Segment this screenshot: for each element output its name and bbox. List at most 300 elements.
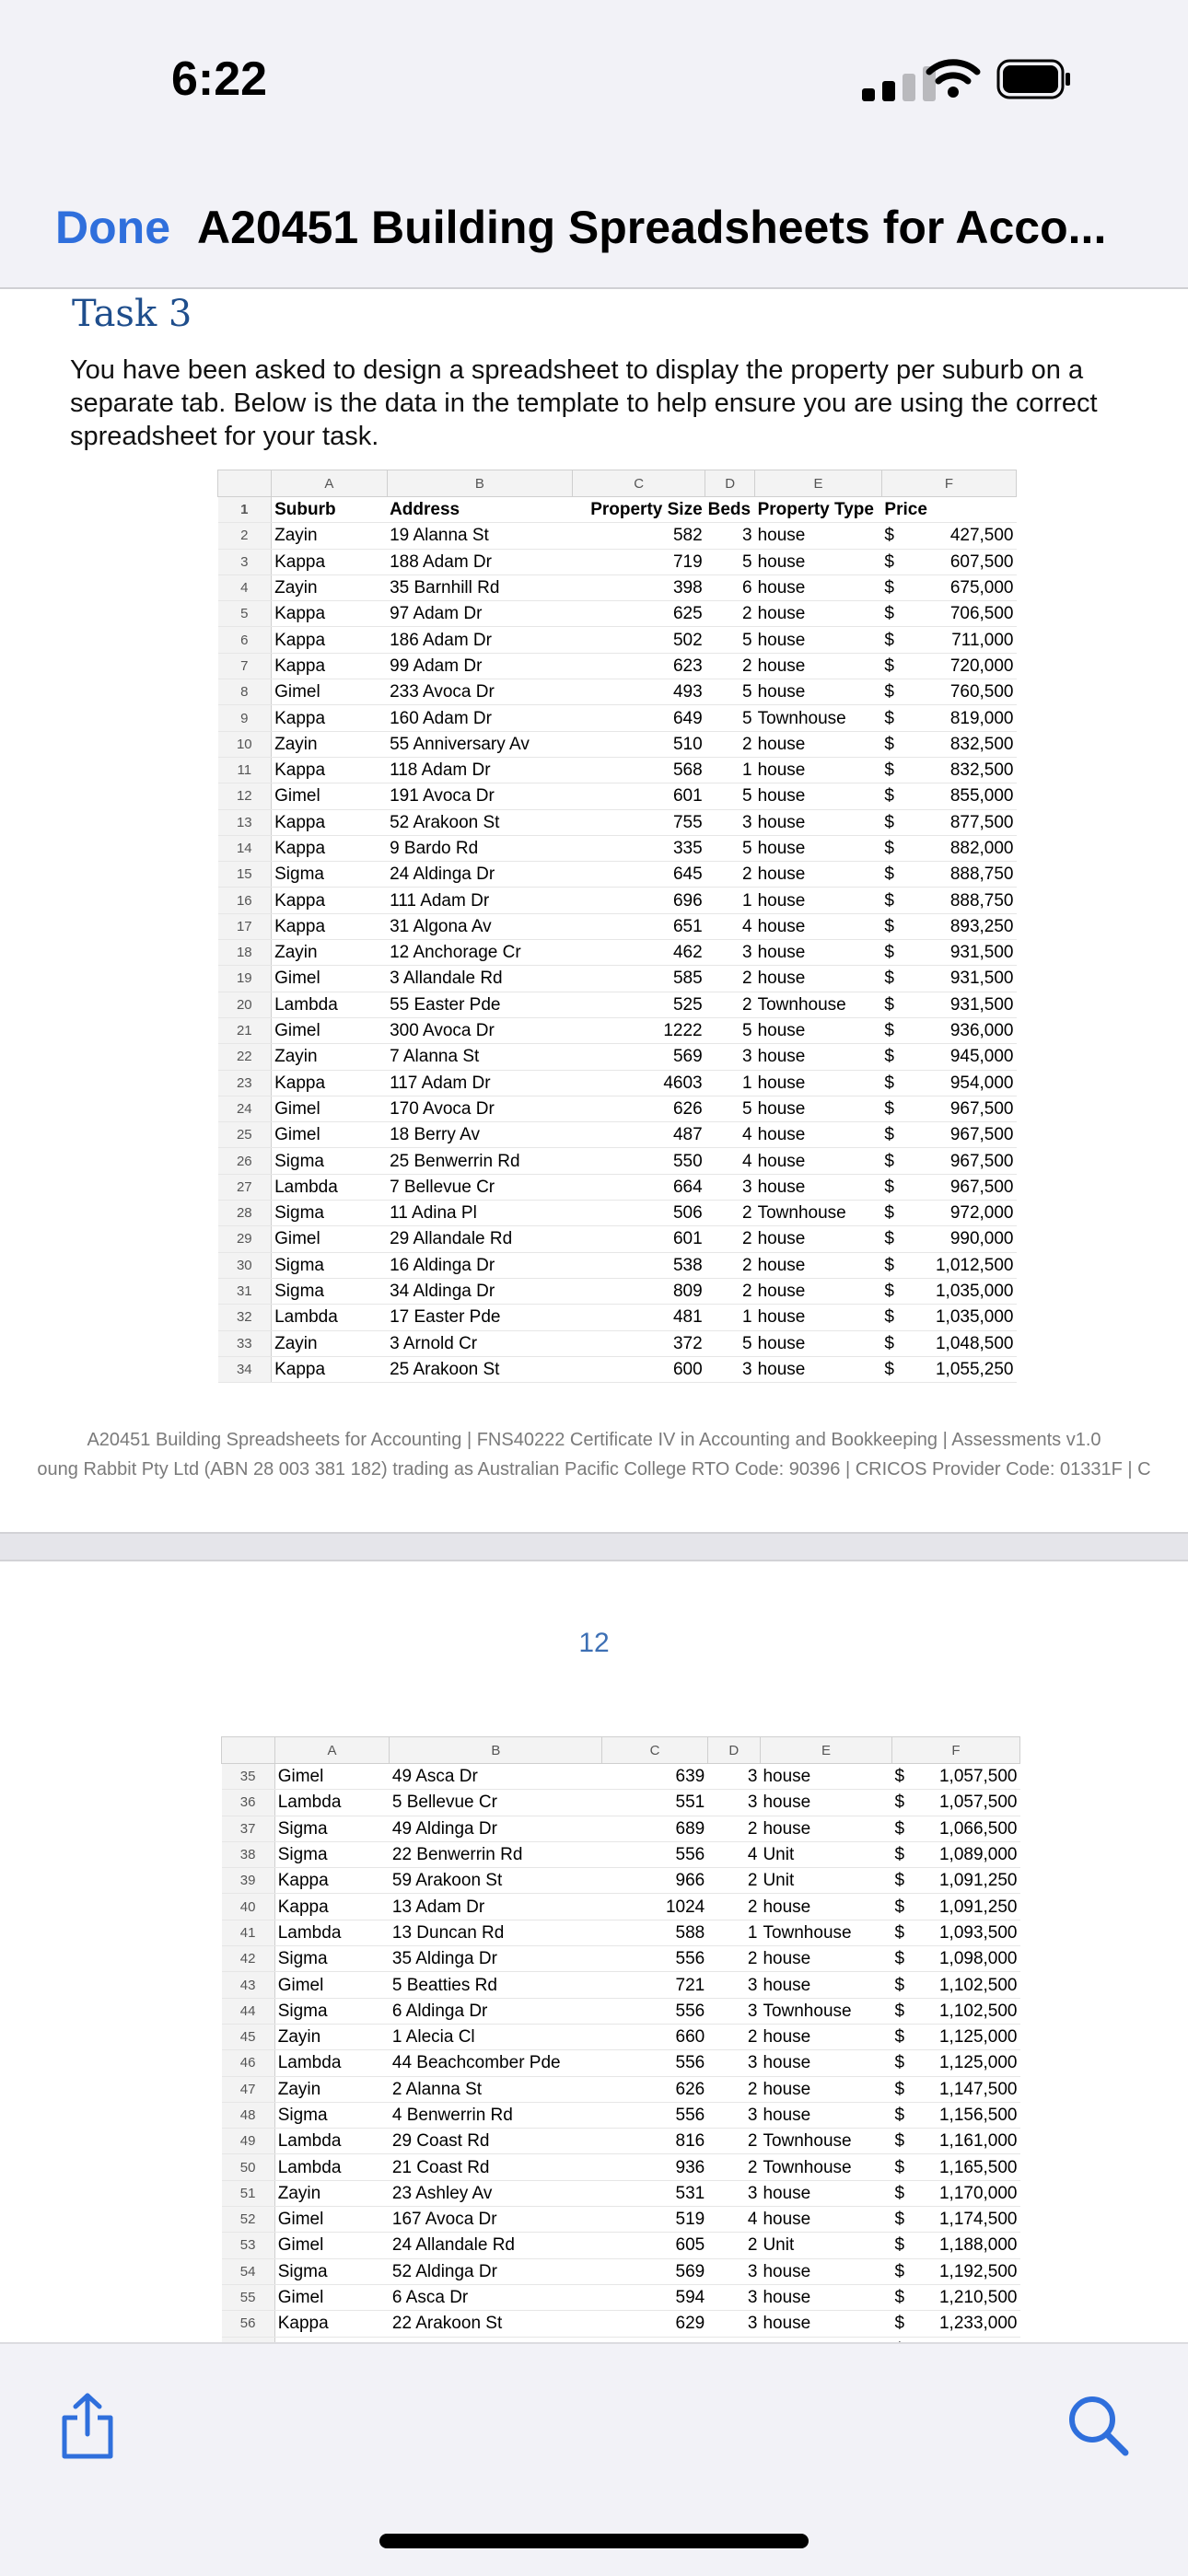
currency-symbol: $ [884, 1047, 894, 1067]
suburb-cell: Kappa [272, 757, 387, 783]
done-button[interactable]: Done [55, 202, 170, 253]
wifi-icon [926, 57, 981, 99]
price-value: 1,057,500 [938, 1793, 1018, 1813]
property-type-cell: house [755, 783, 882, 809]
address-cell: 29 Coast Rd [390, 2129, 602, 2154]
corner-cell [218, 470, 272, 497]
price-value: 1,066,500 [938, 1818, 1018, 1839]
address-cell: 9 Bardo Rd [387, 835, 573, 861]
price-cell [881, 523, 1016, 549]
price-cell [881, 705, 1016, 731]
property-type-cell: Townhouse [760, 2154, 891, 2180]
property-size-cell: 568 [573, 757, 705, 783]
page-separator [0, 1532, 1188, 1561]
currency-symbol: $ [884, 786, 894, 806]
row-number: 54 [222, 2258, 275, 2284]
row-number: 6 [218, 627, 272, 653]
beds-cell: 5 [705, 549, 755, 574]
address-cell: 49 Aldinga Dr [390, 1816, 602, 1841]
address-cell: 1 Alecia Cl [390, 2024, 602, 2049]
currency-symbol: $ [884, 1151, 894, 1171]
address-cell: 23 Ashley Av [390, 2180, 602, 2206]
table-row [218, 1174, 1017, 1200]
beds-cell: 2 [707, 2129, 760, 2154]
property-size-cell: 639 [602, 1764, 707, 1790]
row-number: 51 [222, 2180, 275, 2206]
property-size-cell: 556 [602, 1841, 707, 1867]
beds-cell: 1 [705, 1305, 755, 1330]
property-type-cell: house [760, 2050, 891, 2076]
currency-symbol: $ [884, 1255, 894, 1275]
price-cell [881, 1252, 1016, 1278]
price-cell [881, 913, 1016, 939]
table-row [218, 627, 1017, 653]
suburb-cell: Lambda [272, 992, 387, 1017]
property-type-cell: house [755, 1096, 882, 1121]
property-size-cell: 519 [602, 2207, 707, 2233]
suburb-cell: Zayin [272, 1044, 387, 1070]
header-row [218, 497, 1017, 523]
currency-symbol: $ [884, 1229, 894, 1249]
beds-cell: 1 [705, 1070, 755, 1096]
row-number: 5 [218, 601, 272, 627]
beds-cell: 2 [707, 2076, 760, 2102]
price-value: 1,233,000 [938, 2314, 1018, 2334]
table-row [218, 757, 1017, 783]
price-cell [892, 2024, 1020, 2049]
property-type-cell: Townhouse [755, 992, 882, 1017]
column-letter: F [892, 1737, 1020, 1764]
address-cell: 300 Avoca Dr [387, 1017, 573, 1043]
property-type-cell: house [760, 2284, 891, 2310]
beds-cell: 3 [707, 2258, 760, 2284]
currency-symbol: $ [884, 551, 894, 572]
spreadsheet-page-2 [221, 1736, 1020, 2363]
price-value: 967,500 [949, 1177, 1014, 1197]
suburb-cell: Kappa [272, 601, 387, 627]
property-type-cell: house [760, 1816, 891, 1841]
price-value: 720,000 [949, 656, 1014, 676]
price-cell [881, 888, 1016, 913]
table-row [222, 2024, 1020, 2049]
address-cell: 29 Allandale Rd [387, 1226, 573, 1252]
row-number: 13 [218, 809, 272, 835]
suburb-cell: Zayin [272, 1330, 387, 1356]
property-type-cell: house [760, 1946, 891, 1972]
suburb-cell: Lambda [272, 1305, 387, 1330]
column-letter: E [755, 470, 882, 497]
suburb-cell: Gimel [272, 966, 387, 992]
table-row [222, 1816, 1020, 1841]
suburb-cell: Sigma [272, 1252, 387, 1278]
row-number: 18 [218, 940, 272, 966]
property-size-cell: 660 [602, 2024, 707, 2049]
price-cell [881, 731, 1016, 757]
price-value: 888,750 [949, 890, 1014, 911]
property-size-cell: 755 [573, 809, 705, 835]
table-row [218, 913, 1017, 939]
page-number: 12 [578, 1628, 610, 1658]
suburb-cell: Gimel [272, 1096, 387, 1121]
address-cell: 188 Adam Dr [387, 549, 573, 574]
row-number: 33 [218, 1330, 272, 1356]
beds-cell: 2 [705, 731, 755, 757]
currency-symbol: $ [884, 1282, 894, 1302]
row-number: 3 [218, 549, 272, 574]
column-letter: B [387, 470, 573, 497]
property-type-cell: house [755, 523, 882, 549]
suburb-cell: Kappa [274, 2311, 390, 2337]
price-value: 882,000 [949, 839, 1014, 858]
property-size-cell: 816 [602, 2129, 707, 2154]
address-cell: 49 Asca Dr [390, 1764, 602, 1790]
price-value: 1,147,500 [938, 2079, 1018, 2099]
property-type-cell: house [760, 2258, 891, 2284]
price-value: 967,500 [949, 1151, 1014, 1171]
property-type-cell: Townhouse [760, 1998, 891, 2024]
column-header-row [218, 470, 1017, 497]
suburb-cell: Gimel [274, 2284, 390, 2310]
currency-symbol: $ [884, 1359, 894, 1379]
address-cell: 13 Duncan Rd [390, 1920, 602, 1945]
property-size-cell: 966 [602, 1868, 707, 1894]
suburb-cell: Gimel [274, 2207, 390, 2233]
address-cell: 18 Berry Av [387, 1122, 573, 1148]
address-cell: 4 Benwerrin Rd [390, 2102, 602, 2128]
address-cell: 52 Aldinga Dr [390, 2258, 602, 2284]
address-cell: 186 Adam Dr [387, 627, 573, 653]
address-cell: 3 Allandale Rd [387, 966, 573, 992]
price-cell [881, 653, 1016, 679]
row-number: 36 [222, 1790, 275, 1816]
beds-cell: 3 [705, 809, 755, 835]
table-row [222, 2311, 1020, 2337]
property-type-cell: house [760, 2311, 891, 2337]
property-size-cell: 623 [573, 653, 705, 679]
suburb-cell: Sigma [274, 1946, 390, 1972]
row-number: 19 [218, 966, 272, 992]
price-cell [881, 1096, 1016, 1121]
price-value: 1,102,500 [938, 1975, 1018, 1995]
search-icon[interactable] [1065, 2392, 1131, 2458]
property-type-cell: Unit [760, 1841, 891, 1867]
price-value: 954,000 [949, 1073, 1014, 1093]
suburb-cell: Gimel [272, 1017, 387, 1043]
table-row [218, 1070, 1017, 1096]
price-value: 967,500 [949, 1125, 1014, 1145]
price-value: 760,500 [949, 682, 1014, 702]
suburb-cell: Kappa [272, 1070, 387, 1096]
price-cell [881, 862, 1016, 888]
price-cell [892, 1894, 1020, 1920]
property-type-cell: house [755, 574, 882, 600]
column-letter: E [760, 1737, 891, 1764]
table-row [222, 2284, 1020, 2310]
property-type-cell: Townhouse [755, 1201, 882, 1226]
price-cell [892, 2207, 1020, 2233]
suburb-cell: Lambda [274, 2154, 390, 2180]
row-number: 45 [222, 2024, 275, 2049]
table-row [218, 809, 1017, 835]
currency-symbol: $ [884, 526, 894, 546]
address-cell: 3 Arnold Cr [387, 1330, 573, 1356]
row-number: 12 [218, 783, 272, 809]
property-type-cell: house [755, 757, 882, 783]
property-size-cell: 462 [573, 940, 705, 966]
table-row [218, 1226, 1017, 1252]
suburb-cell: Zayin [274, 2024, 390, 2049]
table-row [218, 1122, 1017, 1148]
property-size-cell: 525 [573, 992, 705, 1017]
property-type-cell: Unit [760, 1868, 891, 1894]
price-value: 1,210,500 [938, 2288, 1018, 2308]
price-value: 819,000 [949, 708, 1014, 728]
table-row [218, 653, 1017, 679]
property-type-cell: house [755, 1252, 882, 1278]
beds-cell: 4 [705, 1122, 755, 1148]
address-cell: 25 Arakoon St [387, 1356, 573, 1382]
price-value: 1,035,000 [935, 1282, 1014, 1302]
table-row [222, 2102, 1020, 2128]
currency-symbol: $ [894, 2183, 905, 2203]
row-number: 49 [222, 2129, 275, 2154]
share-icon[interactable] [57, 2392, 118, 2460]
currency-symbol: $ [894, 2106, 905, 2125]
suburb-cell: Gimel [272, 783, 387, 809]
beds-cell: 3 [707, 2180, 760, 2206]
address-cell: 31 Algona Av [387, 913, 573, 939]
address-cell: 233 Avoca Dr [387, 679, 573, 705]
price-value: 945,000 [949, 1047, 1014, 1067]
row-number: 22 [218, 1044, 272, 1070]
row-number: 2 [218, 523, 272, 549]
beds-cell: 1 [707, 1920, 760, 1945]
beds-cell: 6 [705, 574, 755, 600]
suburb-cell: Lambda [274, 2050, 390, 2076]
currency-symbol: $ [884, 943, 894, 963]
property-size-cell: 556 [602, 1998, 707, 2024]
header-cell: Suburb [272, 497, 387, 523]
property-size-cell: 601 [573, 1226, 705, 1252]
address-cell: 7 Bellevue Cr [387, 1174, 573, 1200]
table-row [218, 1201, 1017, 1226]
home-indicator [379, 2534, 809, 2548]
property-size-cell: 481 [573, 1305, 705, 1330]
price-value: 1,161,000 [938, 2131, 1018, 2152]
price-value: 877,500 [949, 812, 1014, 832]
column-letter: C [573, 470, 705, 497]
price-cell [892, 1972, 1020, 1998]
property-size-cell: 582 [573, 523, 705, 549]
table-row [218, 1148, 1017, 1174]
row-number: 15 [218, 862, 272, 888]
price-cell [881, 835, 1016, 861]
suburb-cell: Sigma [274, 1841, 390, 1867]
price-value: 893,250 [949, 916, 1014, 936]
suburb-cell: Kappa [272, 627, 387, 653]
price-value: 931,500 [949, 969, 1014, 989]
price-value: 675,000 [949, 578, 1014, 598]
address-cell: 6 Aldinga Dr [390, 1998, 602, 2024]
price-value: 1,091,250 [938, 1897, 1018, 1917]
suburb-cell: Kappa [272, 1356, 387, 1382]
price-value: 1,012,500 [935, 1255, 1014, 1275]
price-value: 711,000 [951, 630, 1014, 650]
property-size-cell: 551 [602, 1790, 707, 1816]
suburb-cell: Kappa [272, 549, 387, 574]
price-cell [881, 549, 1016, 574]
property-size-cell: 626 [573, 1096, 705, 1121]
table-row [218, 940, 1017, 966]
table-row [222, 1920, 1020, 1945]
property-type-cell: Townhouse [755, 705, 882, 731]
property-size-cell: 335 [573, 835, 705, 861]
document-title: A20451 Building Spreadsheets for Acco... [197, 202, 1107, 253]
table-row [222, 1764, 1020, 1790]
table-row [222, 2076, 1020, 2102]
address-cell: 35 Barnhill Rd [387, 574, 573, 600]
price-value: 1,035,000 [935, 1307, 1014, 1328]
beds-cell: 2 [707, 1816, 760, 1841]
property-type-cell: house [755, 966, 882, 992]
property-size-cell: 649 [573, 705, 705, 731]
price-cell [892, 1790, 1020, 1816]
row-number: 42 [222, 1946, 275, 1972]
suburb-cell: Gimel [272, 679, 387, 705]
spreadsheet-page-1 [217, 470, 1017, 1383]
price-cell [892, 2076, 1020, 2102]
price-cell [881, 940, 1016, 966]
suburb-cell: Gimel [274, 2233, 390, 2258]
property-size-cell: 719 [573, 549, 705, 574]
property-size-cell: 569 [602, 2258, 707, 2284]
price-cell [892, 2050, 1020, 2076]
property-type-cell: house [760, 2102, 891, 2128]
price-value: 1,188,000 [938, 2235, 1018, 2256]
price-cell [892, 1868, 1020, 1894]
price-cell [892, 2311, 1020, 2337]
suburb-cell: Kappa [272, 913, 387, 939]
suburb-cell: Sigma [274, 1998, 390, 2024]
beds-cell: 2 [707, 2154, 760, 2180]
beds-cell: 3 [707, 1790, 760, 1816]
suburb-cell: Gimel [272, 1226, 387, 1252]
table-row [222, 1841, 1020, 1867]
suburb-cell: Zayin [272, 731, 387, 757]
price-cell [892, 1764, 1020, 1790]
property-size-cell: 502 [573, 627, 705, 653]
price-cell [892, 2258, 1020, 2284]
beds-cell: 1 [705, 757, 755, 783]
price-value: 1,170,000 [938, 2183, 1018, 2203]
property-size-cell: 651 [573, 913, 705, 939]
bottom-toolbar [0, 2342, 1188, 2576]
beds-cell: 3 [707, 1764, 760, 1790]
price-cell [881, 783, 1016, 809]
beds-cell: 4 [707, 2207, 760, 2233]
table-row [218, 601, 1017, 627]
address-cell: 22 Arakoon St [390, 2311, 602, 2337]
navigation-bar [0, 157, 1188, 289]
property-type-cell: house [760, 2024, 891, 2049]
address-cell: 191 Avoca Dr [387, 783, 573, 809]
beds-cell: 3 [705, 940, 755, 966]
address-cell: 7 Alanna St [387, 1044, 573, 1070]
price-value: 936,000 [949, 1021, 1014, 1041]
row-number: 47 [222, 2076, 275, 2102]
row-number: 44 [222, 1998, 275, 2024]
beds-cell: 2 [705, 601, 755, 627]
beds-cell: 2 [705, 1252, 755, 1278]
row-number: 27 [218, 1174, 272, 1200]
address-cell: 55 Easter Pde [387, 992, 573, 1017]
currency-symbol: $ [884, 1307, 894, 1328]
address-cell: 19 Alanna St [387, 523, 573, 549]
property-size-cell: 721 [602, 1972, 707, 1998]
price-value: 931,500 [949, 943, 1014, 963]
table-row [218, 523, 1017, 549]
table-row [222, 2154, 1020, 2180]
table-row [218, 1305, 1017, 1330]
address-cell: 44 Beachcomber Pde [390, 2050, 602, 2076]
column-letter: A [274, 1737, 390, 1764]
row-number: 40 [222, 1894, 275, 1920]
column-header-row [222, 1737, 1020, 1764]
price-cell [881, 1174, 1016, 1200]
status-bar [0, 0, 1188, 157]
beds-cell: 2 [707, 2233, 760, 2258]
price-value: 607,500 [949, 551, 1014, 572]
currency-symbol: $ [884, 969, 894, 989]
row-number: 38 [222, 1841, 275, 1867]
suburb-cell: Zayin [272, 574, 387, 600]
beds-cell: 2 [707, 1868, 760, 1894]
property-size-cell: 689 [602, 1816, 707, 1841]
price-cell [892, 2129, 1020, 2154]
task-heading: Task 3 [72, 293, 192, 335]
table-row [222, 2233, 1020, 2258]
currency-symbol: $ [884, 760, 894, 781]
currency-symbol: $ [894, 1871, 905, 1891]
table-row [222, 1946, 1020, 1972]
row-number: 56 [222, 2311, 275, 2337]
price-value: 832,500 [949, 760, 1014, 781]
table-row [218, 1252, 1017, 1278]
currency-symbol: $ [884, 1177, 894, 1197]
price-value: 1,174,500 [938, 2210, 1018, 2230]
address-cell: 52 Arakoon St [387, 809, 573, 835]
row-number: 24 [218, 1096, 272, 1121]
property-size-cell: 601 [573, 783, 705, 809]
row-number: 10 [218, 731, 272, 757]
price-value: 1,192,500 [938, 2261, 1018, 2281]
price-cell [881, 1017, 1016, 1043]
price-cell [881, 627, 1016, 653]
beds-cell: 3 [707, 2311, 760, 2337]
beds-cell: 5 [705, 1096, 755, 1121]
price-cell [881, 1070, 1016, 1096]
currency-symbol: $ [894, 1949, 905, 1969]
property-type-cell: house [755, 679, 882, 705]
currency-symbol: $ [884, 604, 894, 624]
row-number: 23 [218, 1070, 272, 1096]
property-size-cell: 626 [602, 2076, 707, 2102]
currency-symbol: $ [884, 1021, 894, 1041]
beds-cell: 4 [707, 1841, 760, 1867]
property-size-cell: 594 [602, 2284, 707, 2310]
suburb-cell: Kappa [272, 653, 387, 679]
row-number: 25 [218, 1122, 272, 1148]
